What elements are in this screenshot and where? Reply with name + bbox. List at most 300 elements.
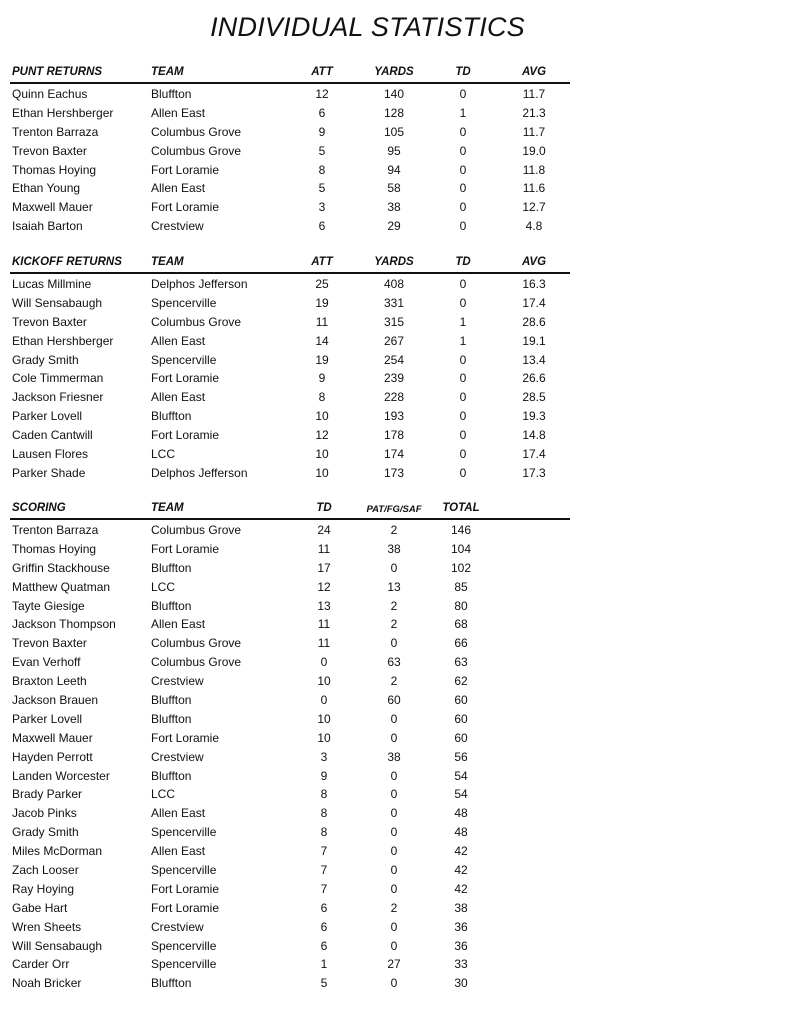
header-player: KICKOFF RETURNS [12,256,122,268]
pat-fg-saf-cell: 0 [390,863,398,878]
team-cell: Spencerville [151,295,217,310]
player-cell: Wren Sheets [12,919,82,934]
td-cell: 10 [317,674,331,689]
td-cell: 10 [317,730,331,745]
table-row [10,197,570,216]
avg-cell: 14.8 [522,428,546,443]
att-cell: 12 [315,87,329,101]
pat-fg-saf-cell: 2 [390,617,398,632]
table-row [10,350,570,369]
table-row [10,728,570,747]
header-total: TOTAL [442,502,480,514]
td-cell: 0 [320,655,328,670]
team-cell: Crestview [151,749,204,764]
att-cell: 6 [318,105,326,120]
team-cell: Allen East [151,390,206,405]
att-cell: 9 [318,371,326,386]
player-cell: Jackson Brauen [12,693,99,708]
player-cell: Maxwell Mauer [12,200,93,215]
total-cell: 146 [450,523,472,537]
yards-cell: 254 [383,352,405,367]
td-cell: 0 [459,465,467,480]
player-cell: Lausen Flores [12,447,89,462]
td-cell: 6 [320,919,328,934]
pat-fg-saf-cell: 2 [390,674,398,689]
avg-cell: 28.5 [522,390,546,405]
table-row [10,274,570,293]
pat-fg-saf-cell: 0 [390,730,398,745]
td-cell: 0 [459,200,467,215]
player-cell: Quinn Eachus [12,87,88,101]
pat-fg-saf-cell: 0 [390,881,398,896]
table-row [10,444,570,463]
punt-returns-table [10,64,570,235]
avg-cell: 28.6 [522,314,546,329]
att-cell: 9 [318,124,326,139]
total-cell: 80 [454,598,468,613]
table-row [10,596,570,615]
att-cell: 25 [315,277,329,291]
player-cell: Landen Worcester [12,768,110,783]
pat-fg-saf-cell: 0 [390,938,398,953]
player-cell: Gabe Hart [12,900,68,915]
player-cell: Ethan Hershberger [12,105,114,120]
table-row [10,671,570,690]
td-cell: 24 [317,523,331,537]
player-cell: Trenton Barraza [12,124,99,139]
td-cell: 10 [317,711,331,726]
team-cell: Allen East [151,333,206,348]
td-cell: 6 [320,938,328,953]
total-cell: 62 [454,674,468,689]
td-cell: 13 [317,598,331,613]
player-cell: Jacob Pinks [12,806,77,821]
total-cell: 60 [454,711,468,726]
table-row [10,652,570,671]
header-avg: AVG [521,66,547,78]
td-cell: 0 [459,181,467,196]
pat-fg-saf-cell: 38 [387,749,401,764]
team-cell: Columbus Grove [151,636,242,651]
table-row [10,558,570,577]
player-cell: Grady Smith [12,825,79,840]
table-row [10,633,570,652]
player-cell: Jackson Thompson [12,617,116,632]
avg-cell: 17.4 [522,295,546,310]
team-cell: Fort Loramie [151,881,220,896]
total-cell: 30 [454,976,468,991]
player-cell: Will Sensabaugh [12,938,103,953]
td-cell: 7 [320,863,328,878]
header-att: ATT [311,256,333,268]
att-cell: 10 [315,465,329,480]
team-cell: Spencerville [151,938,217,953]
header-pat-fg-saf: PAT/FG/SAF [366,504,422,515]
player-cell: Carder Orr [12,957,70,972]
header-player: PUNT RETURNS [12,66,103,78]
td-cell: 8 [320,787,328,802]
att-cell: 8 [318,162,326,177]
avg-cell: 19.1 [522,333,546,348]
player-cell: Noah Bricker [12,976,82,991]
table-row [10,822,570,841]
team-cell: Spencerville [151,825,217,840]
avg-cell: 17.4 [522,447,546,462]
header-att: ATT [311,66,333,78]
table-row [10,803,570,822]
team-cell: Delphos Jefferson [151,465,248,480]
yards-cell: 331 [383,295,405,310]
td-cell: 0 [320,693,328,708]
pat-fg-saf-cell: 0 [390,560,398,575]
page-title: INDIVIDUAL STATISTICS [210,12,525,42]
team-cell: Delphos Jefferson [151,277,248,291]
att-cell: 6 [318,219,326,234]
td-cell: 1 [459,333,467,348]
pat-fg-saf-cell: 0 [390,919,398,934]
yards-cell: 408 [383,277,405,291]
team-cell: LCC [151,579,176,594]
yards-cell: 228 [383,390,405,405]
td-cell: 1 [320,957,328,972]
table-row [10,122,570,141]
yards-cell: 178 [383,428,405,443]
td-cell: 9 [320,768,328,783]
yards-cell: 315 [383,314,405,329]
table-row [10,463,570,482]
pat-fg-saf-cell: 27 [387,957,401,972]
avg-cell: 21.3 [522,105,546,120]
att-cell: 19 [315,295,329,310]
total-cell: 42 [454,881,468,896]
td-cell: 0 [459,295,467,310]
total-cell: 36 [454,919,468,934]
team-cell: Fort Loramie [151,730,220,745]
total-cell: 54 [454,768,468,783]
team-cell: Allen East [151,181,206,196]
table-row [10,747,570,766]
table-row [10,331,570,350]
pat-fg-saf-cell: 0 [390,787,398,802]
table-row [10,766,570,785]
player-cell: Brady Parker [12,787,83,802]
pat-fg-saf-cell: 0 [390,825,398,840]
player-cell: Tayte Giesige [12,598,85,613]
avg-cell: 12.7 [522,200,546,215]
avg-cell: 4.8 [525,219,543,234]
player-cell: Griffin Stackhouse [12,560,110,575]
player-cell: Thomas Hoying [12,541,97,556]
player-cell: Lucas Millmine [12,277,92,291]
table-row [10,312,570,331]
header-player: SCORING [12,502,66,514]
team-cell: Bluffton [151,711,192,726]
player-cell: Trenton Barraza [12,523,99,537]
pat-fg-saf-cell: 0 [390,768,398,783]
player-cell: Ethan Hershberger [12,333,114,348]
header-td: TD [455,66,471,78]
table-row [10,973,570,992]
pat-fg-saf-cell: 0 [390,636,398,651]
att-cell: 19 [315,352,329,367]
att-cell: 11 [315,314,329,329]
table-row [10,614,570,633]
total-cell: 63 [454,655,468,670]
team-cell: Crestview [151,674,204,689]
team-cell: Spencerville [151,352,217,367]
td-cell: 8 [320,825,328,840]
player-cell: Maxwell Mauer [12,730,93,745]
avg-cell: 11.7 [522,87,546,101]
team-cell: Bluffton [151,409,192,424]
team-cell: Fort Loramie [151,900,220,915]
team-cell: Fort Loramie [151,371,220,386]
kickoff-returns-header [10,254,570,274]
player-cell: Matthew Quatman [12,579,111,594]
table-row [10,387,570,406]
player-cell: Grady Smith [12,352,79,367]
td-cell: 6 [320,900,328,915]
yards-cell: 193 [383,409,405,424]
player-cell: Will Sensabaugh [12,295,103,310]
td-cell: 0 [459,428,467,443]
avg-cell: 16.3 [522,277,546,291]
table-row [10,898,570,917]
avg-cell: 19.3 [522,409,546,424]
avg-cell: 11.6 [522,181,546,196]
team-cell: Fort Loramie [151,162,220,177]
player-cell: Trevon Baxter [12,143,87,158]
yards-cell: 267 [383,333,405,348]
td-cell: 0 [459,143,467,158]
td-cell: 0 [459,87,467,101]
pat-fg-saf-cell: 38 [387,541,401,556]
header-td: TD [316,502,332,514]
table-row [10,293,570,312]
team-cell: Fort Loramie [151,428,220,443]
player-cell: Trevon Baxter [12,314,87,329]
team-cell: Bluffton [151,768,192,783]
yards-cell: 38 [387,200,401,215]
team-cell: Allen East [151,105,206,120]
player-cell: Parker Shade [12,465,86,480]
total-cell: 102 [450,560,472,575]
att-cell: 10 [315,447,329,462]
td-cell: 11 [317,636,331,651]
total-cell: 33 [454,957,468,972]
team-cell: Crestview [151,919,204,934]
header-team: TEAM [151,502,184,514]
team-cell: Columbus Grove [151,523,242,537]
yards-cell: 128 [383,105,405,120]
pat-fg-saf-cell: 2 [390,900,398,915]
td-cell: 11 [317,541,331,556]
td-cell: 12 [317,579,331,594]
team-cell: Bluffton [151,560,192,575]
player-cell: Braxton Leeth [12,674,87,689]
td-cell: 3 [320,749,328,764]
att-cell: 3 [318,200,326,215]
team-cell: Bluffton [151,598,192,613]
table-row [10,160,570,179]
td-cell: 0 [459,124,467,139]
scoring-table [10,500,570,992]
table-row [10,216,570,235]
total-cell: 38 [454,900,468,915]
total-cell: 60 [454,693,468,708]
avg-cell: 13.4 [522,352,546,367]
att-cell: 14 [315,333,329,348]
player-cell: Cole Timmerman [12,371,104,386]
td-cell: 1 [459,105,467,120]
team-cell: Bluffton [151,693,192,708]
table-row [10,368,570,387]
pat-fg-saf-cell: 60 [387,693,401,708]
avg-cell: 26.6 [522,371,546,386]
total-cell: 68 [454,617,468,632]
total-cell: 48 [454,825,468,840]
table-row [10,577,570,596]
td-cell: 7 [320,844,328,859]
team-cell: Bluffton [151,87,192,101]
team-cell: Columbus Grove [151,124,242,139]
header-team: TEAM [151,66,184,78]
td-cell: 0 [459,409,467,424]
yards-cell: 239 [383,371,405,386]
player-cell: Hayden Perrott [12,749,93,764]
avg-cell: 17.3 [522,465,546,480]
yards-cell: 29 [387,219,401,234]
yards-cell: 58 [387,181,401,196]
avg-cell: 11.8 [522,162,546,177]
player-cell: Jackson Friesner [12,390,104,405]
td-cell: 0 [459,352,467,367]
total-cell: 85 [454,579,468,594]
td-cell: 0 [459,390,467,405]
table-row [10,860,570,879]
yards-cell: 140 [383,87,405,101]
player-cell: Miles McDorman [12,844,103,859]
team-cell: LCC [151,447,176,462]
avg-cell: 11.7 [522,124,546,139]
player-cell: Thomas Hoying [12,162,97,177]
table-row [10,709,570,728]
kickoff-returns-table [10,254,570,482]
team-cell: Allen East [151,617,206,632]
team-cell: Crestview [151,219,204,234]
header-yards: YARDS [374,256,414,268]
player-cell: Isaiah Barton [12,219,83,234]
table-row [10,84,570,103]
punt-returns-header [10,64,570,84]
team-cell: Fort Loramie [151,541,220,556]
td-cell: 1 [459,314,467,329]
player-cell: Trevon Baxter [12,636,87,651]
team-cell: Columbus Grove [151,143,242,158]
table-row [10,520,570,539]
total-cell: 56 [454,749,468,764]
player-cell: Parker Lovell [12,409,83,424]
team-cell: Spencerville [151,957,217,972]
pat-fg-saf-cell: 0 [390,976,398,991]
table-row [10,141,570,160]
table-row [10,784,570,803]
td-cell: 0 [459,447,467,462]
pat-fg-saf-cell: 2 [390,598,398,613]
total-cell: 104 [450,541,472,556]
table-row [10,425,570,444]
pat-fg-saf-cell: 2 [390,523,398,537]
avg-cell: 19.0 [522,143,546,158]
total-cell: 54 [454,787,468,802]
yards-cell: 95 [387,143,401,158]
pat-fg-saf-cell: 13 [387,579,401,594]
team-cell: Allen East [151,806,206,821]
total-cell: 60 [454,730,468,745]
table-row [10,841,570,860]
td-cell: 0 [459,219,467,234]
td-cell: 5 [320,976,328,991]
table-row [10,936,570,955]
att-cell: 12 [315,428,329,443]
table-row [10,917,570,936]
yards-cell: 174 [383,447,405,462]
td-cell: 8 [320,806,328,821]
player-cell: Ethan Young [12,181,81,196]
table-row [10,954,570,973]
player-cell: Caden Cantwill [12,428,93,443]
table-row [10,539,570,558]
team-cell: LCC [151,787,176,802]
yards-cell: 105 [383,124,405,139]
player-cell: Parker Lovell [12,711,83,726]
td-cell: 0 [459,162,467,177]
yards-cell: 94 [387,162,401,177]
table-row [10,406,570,425]
team-cell: Fort Loramie [151,200,220,215]
pat-fg-saf-cell: 0 [390,806,398,821]
table-row [10,879,570,898]
att-cell: 8 [318,390,326,405]
total-cell: 42 [454,863,468,878]
total-cell: 42 [454,844,468,859]
team-cell: Allen East [151,844,206,859]
td-cell: 0 [459,371,467,386]
pat-fg-saf-cell: 0 [390,711,398,726]
team-cell: Columbus Grove [151,655,242,670]
total-cell: 66 [454,636,468,651]
td-cell: 11 [317,617,331,632]
td-cell: 0 [459,277,467,291]
table-row [10,690,570,709]
header-avg: AVG [521,256,547,268]
scoring-header [10,500,570,520]
header-yards: YARDS [374,66,414,78]
table-row [10,103,570,122]
att-cell: 5 [318,181,326,196]
team-cell: Bluffton [151,976,192,991]
team-cell: Columbus Grove [151,314,242,329]
total-cell: 36 [454,938,468,953]
header-td: TD [455,256,471,268]
td-cell: 7 [320,881,328,896]
att-cell: 5 [318,143,326,158]
team-cell: Spencerville [151,863,217,878]
td-cell: 17 [317,560,331,575]
pat-fg-saf-cell: 63 [387,655,401,670]
player-cell: Evan Verhoff [12,655,81,670]
player-cell: Zach Looser [12,863,79,878]
